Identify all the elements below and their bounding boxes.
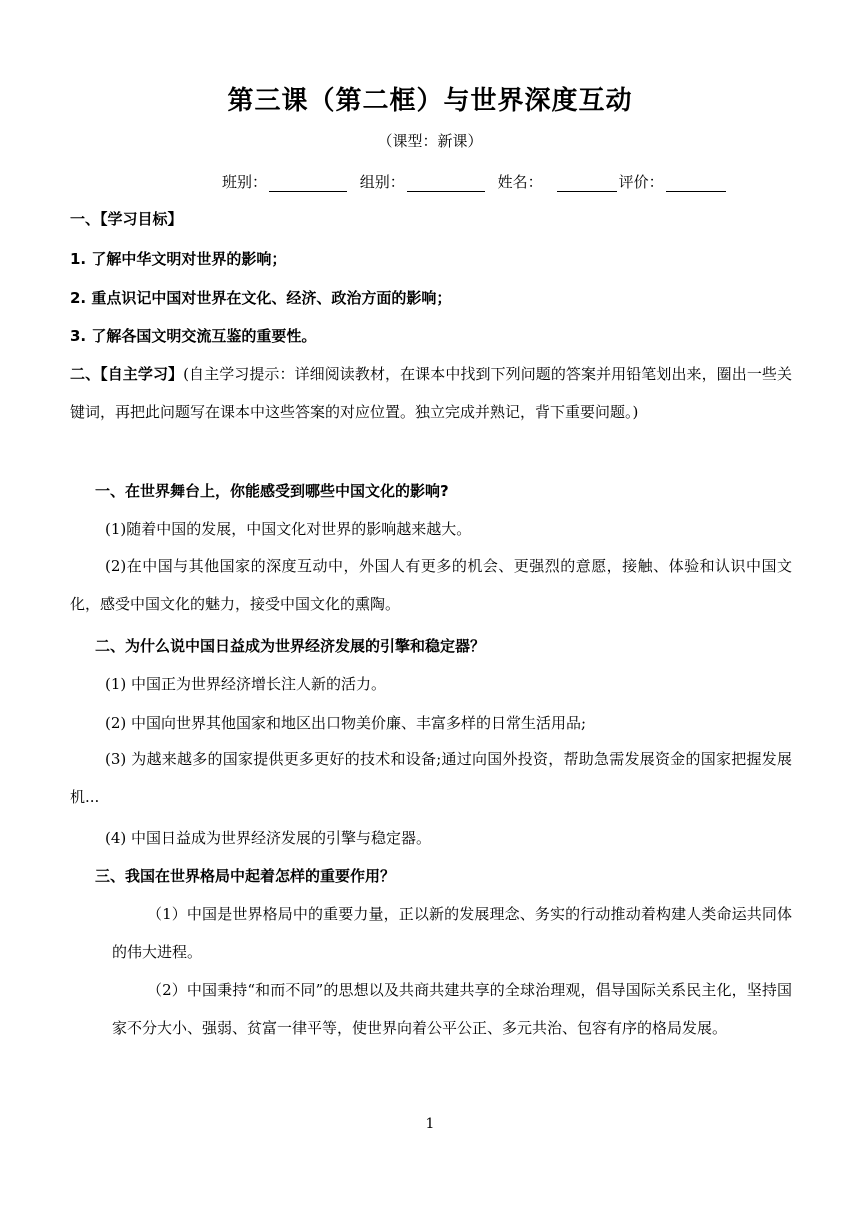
lesson-type-subtitle: （课型：新课） xyxy=(377,132,483,150)
goal-item: 3. 了解各国文明交流互鉴的重要性。 xyxy=(70,327,317,345)
question-3: 三、我国在世界格局中起着怎样的重要作用？ xyxy=(95,867,396,885)
question-1: 一、在世界舞台上，你能感受到哪些中国文化的影响? xyxy=(95,482,449,500)
answer-2-4: (4) 中国日益成为世界经济发展的引擎与稳定器。 xyxy=(105,829,432,847)
class-blank[interactable] xyxy=(269,175,347,192)
student-info-line xyxy=(222,171,726,192)
eval-blank[interactable] xyxy=(666,175,726,192)
answer-2-3: (3) 为越来越多的国家提供更多更好的技术和设备;通过向国外投资，帮助急需发展资金的国家把握发展机... xyxy=(70,750,792,806)
self-study-hint: (自主学习提示：详细阅读教材，在课本中找到下列问题的答案并用铅笔划出来，圈出一些关键词，再把此问题写在课本中这些答案的对应位置。独立完成并熟记，背下重要问题。) xyxy=(70,365,792,421)
answer-3-2: （2）中国秉持“和而不同”的思想以及共商共建共享的全球治理观，倡导国际关系民主化，坚持国家不分大小、强弱、贫富一律平等，使世界向着公平公正、多元共治、包容有序的格局发展。 xyxy=(112,981,792,1037)
section-heading-goals: 一、【学习目标】 xyxy=(70,210,183,228)
eval-label: 评价： xyxy=(618,173,664,191)
question-2: 二、为什么说中国日益成为世界经济发展的引擎和稳定器？ xyxy=(95,637,486,655)
group-blank[interactable] xyxy=(407,175,485,192)
name-blank[interactable] xyxy=(557,175,617,192)
page-number: 1 xyxy=(425,1116,435,1132)
goal-item: 2. 重点识记中国对世界在文化、经济、政治方面的影响； xyxy=(70,289,452,307)
answer-1-1: (1)随着中国的发展，中国文化对世界的影响越来越大。 xyxy=(105,520,472,538)
class-label: 班别： xyxy=(222,173,268,191)
name-label: 姓名： xyxy=(497,173,543,191)
section-heading-self-study: 二、【自主学习】 xyxy=(70,365,184,383)
self-study-block xyxy=(70,355,792,431)
answer-2-1: (1) 中国正为世界经济增长注人新的活力。 xyxy=(105,675,387,693)
answer-3-1: （1）中国是世界格局中的重要力量，正以新的发展理念、务实的行动推动着构建人类命运共同体的伟大进程。 xyxy=(112,905,792,961)
goal-item: 1. 了解中华文明对世界的影响； xyxy=(70,250,287,268)
page-title: 第三课（第二框）与世界深度互动 xyxy=(227,86,633,116)
answer-1-2: (2)在中国与其他国家的深度互动中，外国人有更多的机会、更强烈的意愿，接触、体验和认识中国文化，感受中国文化的魅力，接受中国文化的熏陶。 xyxy=(70,557,792,613)
group-label: 组别： xyxy=(359,173,405,191)
answer-2-2: (2) 中国向世界其他国家和地区出口物美价廉、丰富多样的日常生活用品; xyxy=(105,714,587,732)
